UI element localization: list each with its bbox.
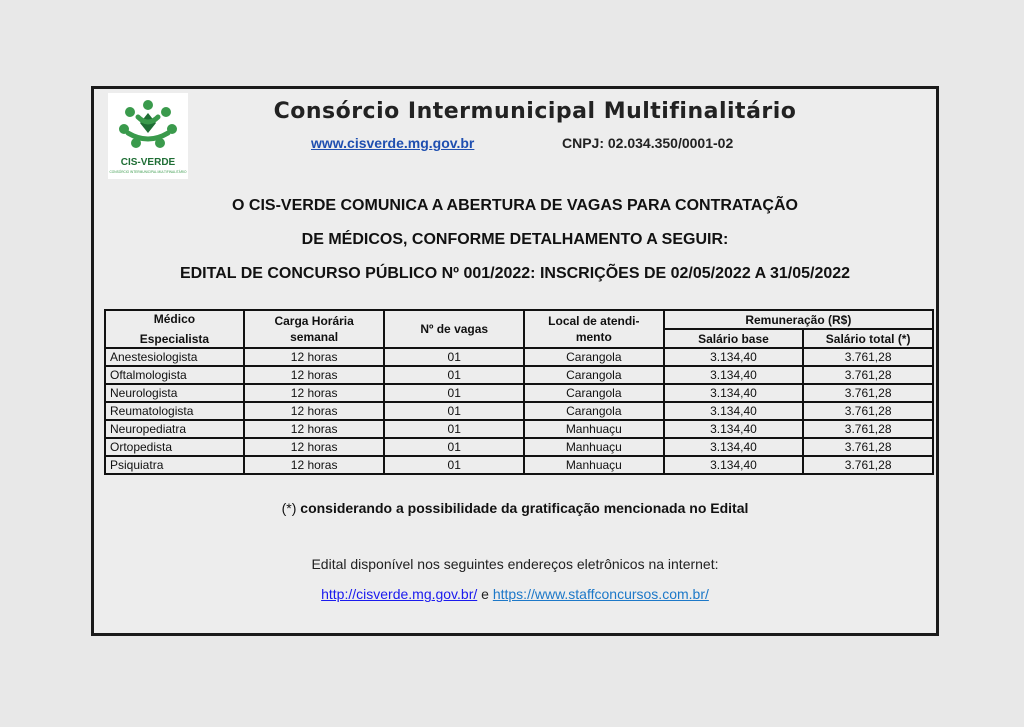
table-row (105, 402, 933, 420)
header-salario-total: Salário total (*) (803, 329, 933, 348)
cell-total: 3.761,28 (803, 456, 933, 474)
cell-local: Manhuaçu (524, 456, 664, 474)
header-local (524, 310, 664, 348)
cell-especialista: Oftalmologista (105, 366, 244, 384)
cell-local: Carangola (524, 384, 664, 402)
cell-total: 3.761,28 (803, 438, 933, 456)
footnote-text: considerando a possibilidade da gratificação mencionada no Edital (296, 500, 749, 516)
cell-carga: 12 horas (244, 420, 385, 438)
cell-especialista: Neuropediatra (105, 420, 244, 438)
notice-frame (91, 86, 939, 636)
cell-carga: 12 horas (244, 402, 385, 420)
site-link[interactable]: www.cisverde.mg.gov.br (311, 135, 475, 151)
cell-base: 3.134,40 (664, 384, 804, 402)
edital-info: Edital disponível nos seguintes endereços eletrônicos na internet: (311, 556, 719, 572)
cell-carga: 12 horas (244, 384, 385, 402)
cell-carga: 12 horas (244, 438, 385, 456)
table-row (105, 456, 933, 474)
headline-line-3: EDITAL DE CONCURSO PÚBLICO Nº 001/2022: INSCRIÇÕES DE 02/05/2022 A 31/05/2022 (179, 265, 851, 282)
cell-vagas: 01 (384, 348, 524, 366)
cell-base: 3.134,40 (664, 366, 804, 384)
cell-vagas: 01 (384, 402, 524, 420)
cell-total: 3.761,28 (803, 402, 933, 420)
logo-subtext: CONSÓRCIO INTERMUNICIPAL MULTIFINALITÁRIO (109, 170, 187, 174)
header-vagas: Nº de vagas (384, 310, 524, 348)
cell-vagas: 01 (384, 420, 524, 438)
cisverde-link[interactable]: http://cisverde.mg.gov.br/ (321, 586, 478, 602)
cell-local: Manhuaçu (524, 438, 664, 456)
header-carga-line1: Carga Horária (274, 314, 354, 328)
cell-carga: 12 horas (244, 348, 385, 366)
footnote (94, 500, 936, 516)
cell-base: 3.134,40 (664, 420, 804, 438)
cell-vagas: 01 (384, 384, 524, 402)
cell-especialista: Psiquiatra (105, 456, 244, 474)
header-carga-line2: semanal (290, 330, 339, 344)
header-medico-bottom: Especialista (139, 332, 210, 346)
cell-base: 3.134,40 (664, 438, 804, 456)
headline-line-1: O CIS-VERDE COMUNICA A ABERTURA DE VAGAS PARA CONTRATAÇÃO (232, 197, 798, 214)
cell-base: 3.134,40 (664, 348, 804, 366)
cell-base: 3.134,40 (664, 456, 804, 474)
cell-especialista: Ortopedista (105, 438, 244, 456)
cell-vagas: 01 (384, 456, 524, 474)
header-medico-top: Médico (153, 312, 196, 326)
cell-local: Carangola (524, 402, 664, 420)
header-carga (244, 310, 385, 348)
table-row (105, 384, 933, 402)
cell-carga: 12 horas (244, 366, 385, 384)
cell-vagas: 01 (384, 366, 524, 384)
cell-base: 3.134,40 (664, 402, 804, 420)
cell-especialista: Anestesiologista (105, 348, 244, 366)
header-local-line2: mento (575, 330, 612, 344)
cell-total: 3.761,28 (803, 366, 933, 384)
logo-text: CIS-VERDE (120, 157, 176, 168)
header-salario-base: Salário base (664, 329, 804, 348)
cell-vagas: 01 (384, 438, 524, 456)
cnpj: CNPJ: 02.034.350/0001-02 (562, 135, 734, 151)
cell-local: Carangola (524, 348, 664, 366)
cell-local: Manhuaçu (524, 420, 664, 438)
cell-especialista: Reumatologista (105, 402, 244, 420)
cell-total: 3.761,28 (803, 420, 933, 438)
header-local-line1: Local de atendi- (548, 314, 640, 328)
cell-local: Carangola (524, 366, 664, 384)
table-row (105, 438, 933, 456)
links-conjunction: e (477, 586, 493, 602)
headline-line-2: DE MÉDICOS, CONFORME DETALHAMENTO A SEGUIR: (301, 231, 729, 248)
cell-total: 3.761,28 (803, 348, 933, 366)
cell-especialista: Neurologista (105, 384, 244, 402)
footnote-marker: (*) (281, 500, 297, 516)
header-remuneracao: Remuneração (R$) (664, 310, 933, 329)
staffconcursos-link[interactable]: https://www.staffconcursos.com.br/ (492, 586, 709, 602)
cell-carga: 12 horas (244, 456, 385, 474)
header-medico (105, 310, 244, 348)
org-name: Consórcio Intermunicipal Multifinalitário (273, 99, 797, 124)
table-row (105, 348, 933, 366)
table-row (105, 366, 933, 384)
vacancies-table (104, 309, 934, 475)
cell-total: 3.761,28 (803, 384, 933, 402)
table-row (105, 420, 933, 438)
edital-links (94, 586, 936, 602)
